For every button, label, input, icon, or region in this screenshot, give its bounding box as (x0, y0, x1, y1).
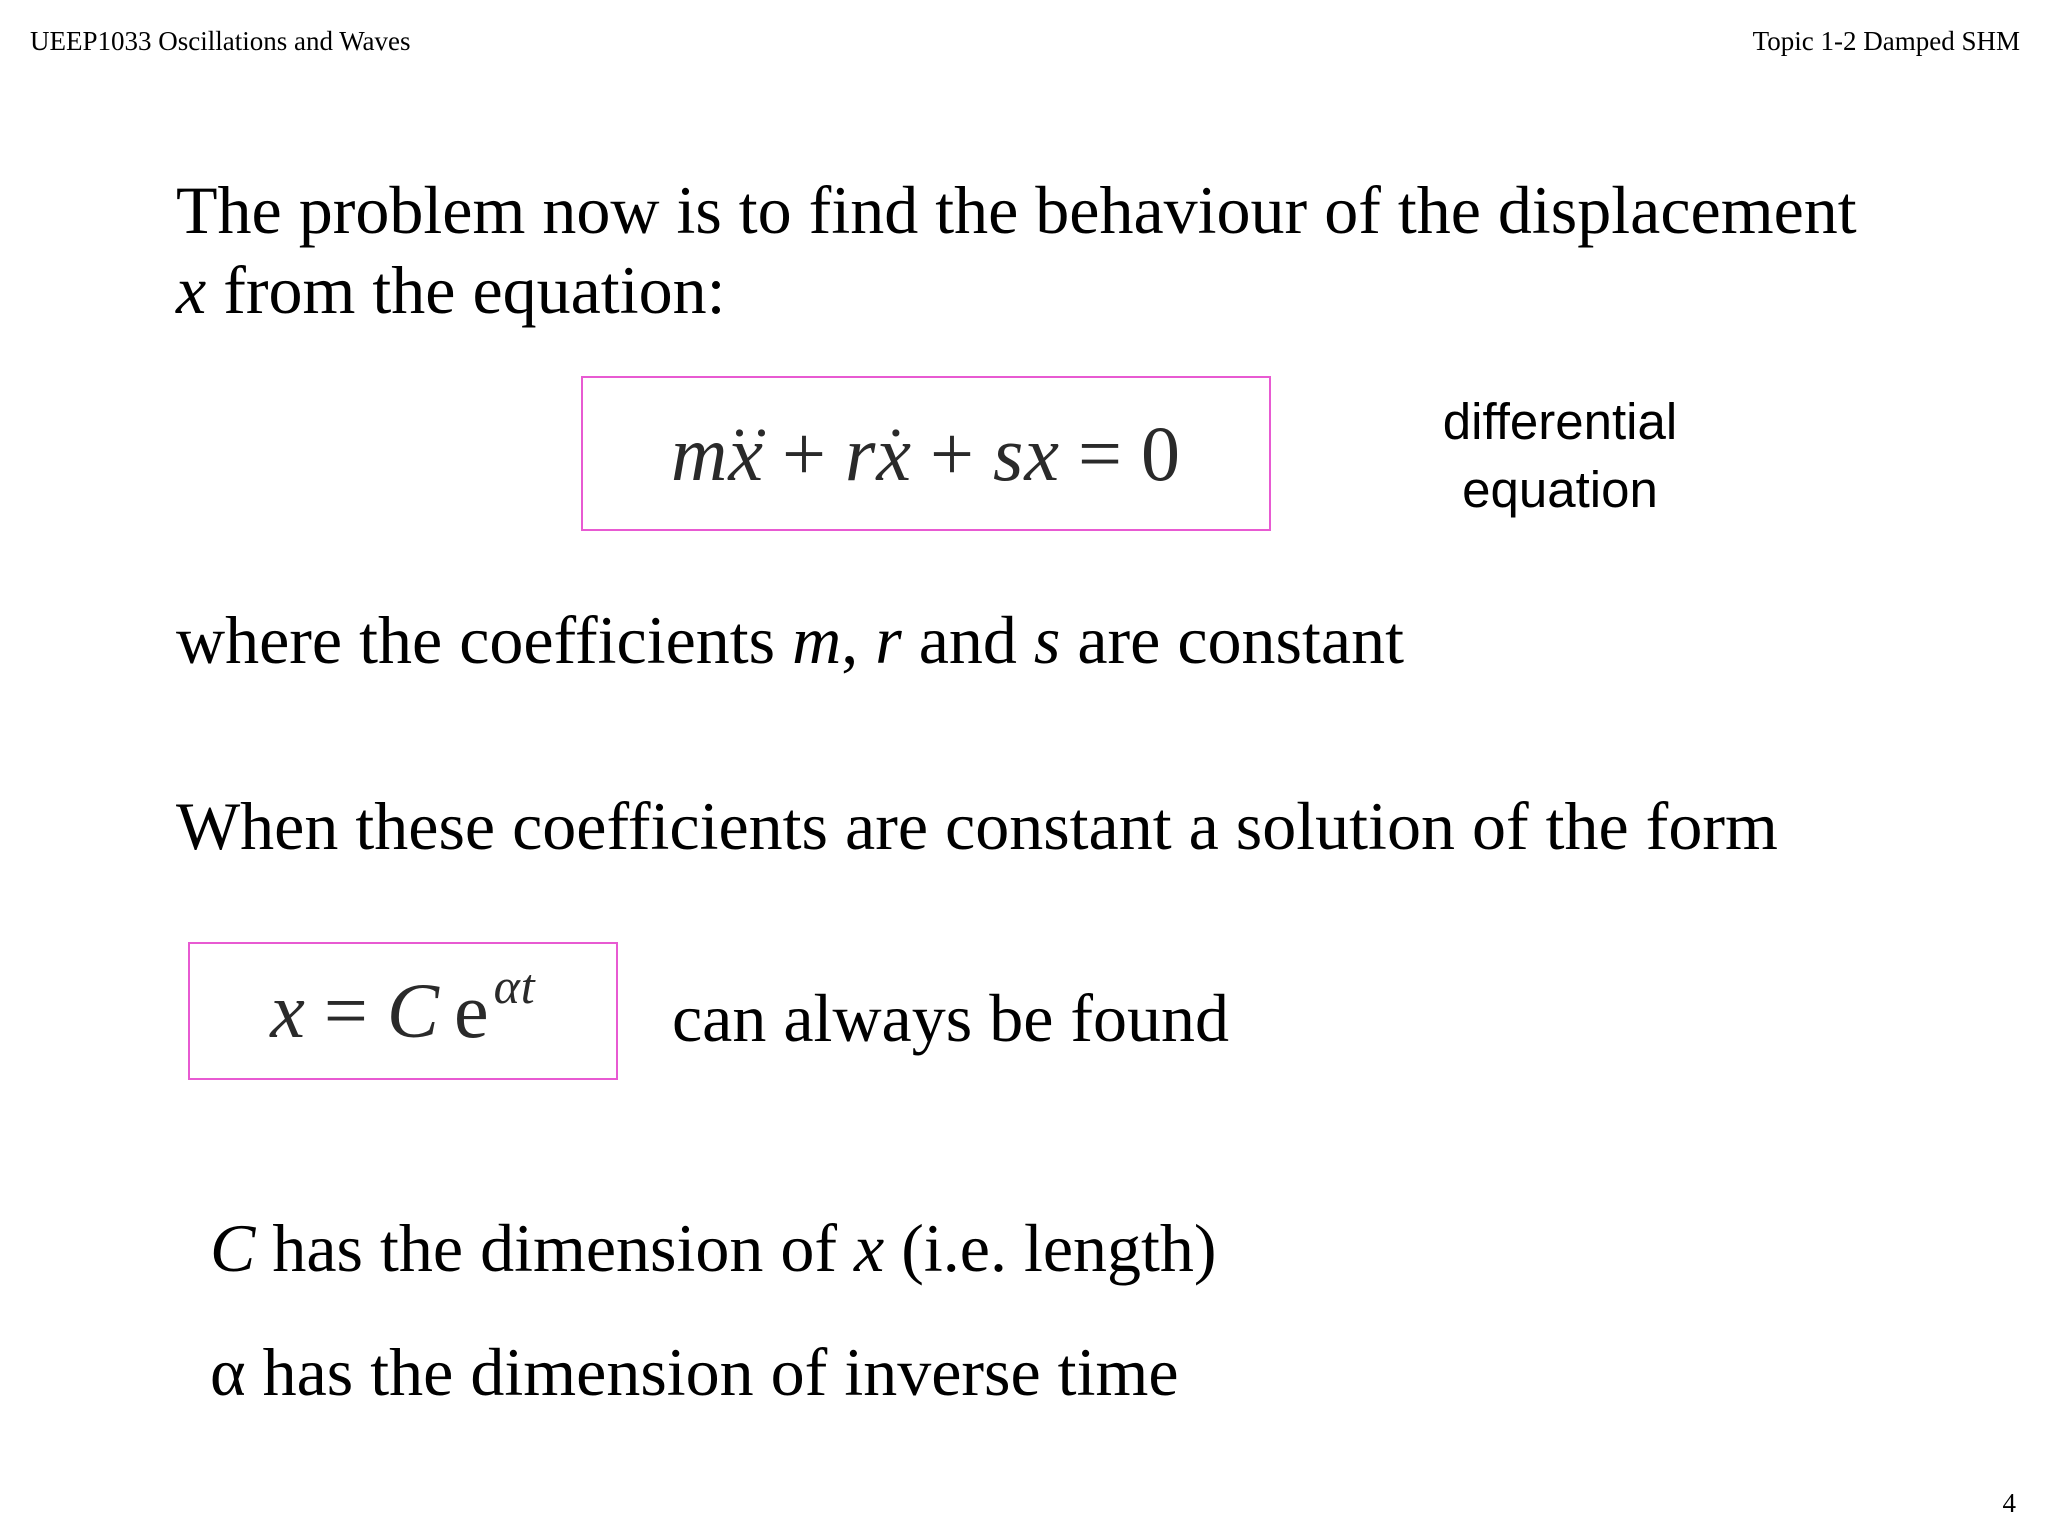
note-c-x: x (854, 1210, 885, 1286)
eq1-x-dot: x · (876, 409, 912, 499)
topic-title: Topic 1-2 Damped SHM (1752, 26, 2020, 56)
eq1-plus-2: + (929, 409, 975, 497)
intro-line-2-text: from the equation: (206, 252, 726, 328)
label-line-1: differential (1442, 393, 1678, 450)
note-c-text-2: (i.e. length) (884, 1210, 1217, 1286)
eq2-x: x (270, 967, 306, 1054)
solution-form-equation (270, 958, 536, 1056)
differential-equation (671, 409, 1181, 499)
eq1-plus-1: + (782, 409, 827, 497)
eq2-exponent: αt (493, 958, 536, 1014)
course-title: UEEP1033 Oscillations and Waves (30, 26, 411, 56)
coeff-text-1: where the coefficients (176, 602, 793, 678)
note-c-text-1: has the dimension of (255, 1210, 855, 1286)
note-alpha-dimension: α has the dimension of inverse time (210, 1334, 1179, 1410)
eq1-s: s (992, 409, 1025, 497)
eq2-e: e (453, 967, 490, 1054)
eq2-equals: = (323, 967, 369, 1054)
solution-intro: When these coefficients are constant a solution of the form (176, 788, 1778, 864)
coeff-text-3: and (901, 602, 1034, 678)
label-line-2: equation (1462, 461, 1658, 518)
eq1-equals: = (1077, 409, 1123, 497)
coeff-m: m (792, 602, 842, 678)
intro-line-1: The problem now is to find the behaviour of the displacement (176, 172, 1857, 248)
differential-equation-box (581, 376, 1271, 531)
coeff-text-4: are constant (1060, 602, 1404, 678)
eq2-C: C (386, 967, 440, 1054)
coeff-text-2: , (841, 602, 876, 678)
intro-variable-x: x (176, 252, 207, 328)
eq1-r: r (845, 409, 877, 497)
differential-equation-label (1400, 388, 1720, 524)
coefficients-statement (176, 600, 1404, 680)
coeff-s: s (1033, 602, 1061, 678)
page-number: 4 (2002, 1488, 2016, 1518)
eq1-zero: 0 (1140, 409, 1181, 497)
coeff-r: r (875, 602, 902, 678)
eq1-x-double-dot: x ·· (728, 409, 764, 499)
solution-form-box (188, 942, 618, 1080)
solution-caption: can always be found (672, 980, 1230, 1056)
intro-line-2 (176, 250, 725, 330)
eq1-x: x (1024, 409, 1060, 497)
note-c-dimension (210, 1208, 1217, 1288)
eq1-m: m (671, 409, 729, 497)
note-c-symbol: C (210, 1210, 256, 1286)
